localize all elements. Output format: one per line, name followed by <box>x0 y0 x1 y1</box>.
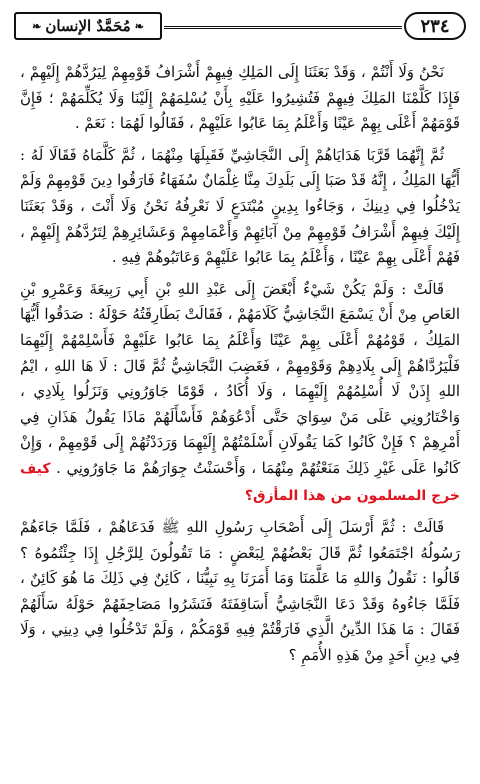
page-number: ٢٣٤ <box>404 12 466 40</box>
page-header <box>14 10 466 44</box>
paragraph-1: نَحْنُ وَلَا أَنْتُمْ ، وَقَدْ بَعَثَنَا إِلَى المَلِكِ فِيهِمْ أَشْرَافُ قَوْمِهِمْ لِيَرُدَّهُمْ إِلَيْهِمْ ، فَإِذَا كَلَّمْنَا المَلِكَ فِيهِمْ فَتُشِيرُوا عَلَيْهِ بِأَنْ يُسْلِمَهُمْ إِلَيْنَا وَلَا يُكَلِّمَهُمْ ؛ فَإِنَّ قَوْمَهُمْ أَعْلَى بِهِمْ عَيْنًا وَأَعْلَمُ بِمَا عَابُوا عَلَيْهِمْ ، فَقَالُوا لَهُمَا : نَعَمْ . <box>20 64 460 133</box>
paragraph-3 <box>20 277 460 509</box>
page-body <box>20 60 460 770</box>
paragraph-4: قَالَتْ : ثُمَّ أَرْسَلَ إِلَى أَصْحَابِ رَسُولِ اللهِ ﷺ فَدَعَاهُمْ ، فَلَمَّا جَاءَهُمْ رَسُولُهُ اجْتَمَعُوا ثُمَّ قَالَ بَعْضُهُمْ لِبَعْضٍ : مَا تَقُولُونَ لِلرَّجُلِ إِذَا جِئْتُمُوهُ ؟ قَالُوا : نَقُولُ وَاللهِ مَا عَلَّمَنَا وَمَا أَمَرَنَا بِهِ نَبِيُّنَا ، كَائِنٌ فِي ذَلِكَ مَا هُوَ كَائِنٌ ، فَلَمَّا جَاءُوهُ وَقَدْ دَعَا النَّجَاشِيُّ أَسَاقِفَتَهُ فَنَشَرُوا مَصَاحِفَهُمْ حَوْلَهُ سَأَلَهُمْ فَقَالَ : مَا هَذَا الدِّينُ الَّذِي فَارَقْتُمْ فِيهِ قَوْمَكُمْ ، وَلَمْ تَدْخُلُوا فِي دِينِي ، وَلَا فِي دِينِ أَحَدٍ مِنْ هَذِهِ الأُمَمِ ؟ <box>20 519 460 665</box>
book-title: ❧ مُحَمَّدٌ الإنسان ❧ <box>14 12 162 40</box>
header-rule <box>164 26 402 29</box>
paragraph-2: ثُمَّ إِنَّهُمَا قَرَّبَا هَدَايَاهُمْ إِلَى النَّجَاشِيِّ فَقَبِلَهَا مِنْهُمَا ، ثُمَّ كَلَّمَاهُ فَقَالَا لَهُ : أَيُّهَا المَلِكُ ، إِنَّهُ قَدْ صَبَا إِلَى بَلَدِكَ مِنَّا غِلْمَانٌ سُفَهَاءُ فَارَقُوا دِينَ قَوْمِهِمْ وَلَمْ يَدْخُلُوا فِي دِينِكَ ، وَجَاءُوا بِدِينٍ مُبْتَدَعٍ لَا نَعْرِفُهُ نَحْنُ وَلَا أَنْتَ ، وَقَدْ بَعَثَنَا إِلَيْكَ فِيهِمْ أَشْرَافُ قَوْمِهِمْ مِنْ آبَائِهِمْ وَأَعْمَامِهِمْ وَعَشَائِرِهِمْ لِتَرُدَّهُمْ إِلَيْهِمْ ، فَهُمْ أَعْلَى بِهِمْ عَيْنًا ، وَأَعْلَمُ بِمَا عَابُوا عَلَيْهِمْ وَعَاتَبُوهُمْ فِيهِ . <box>20 146 460 267</box>
red-annotation: كيف خرج المسلمون من هذا المأزق؟ <box>20 460 460 504</box>
paragraph-3-text: قَالَتْ : وَلَمْ يَكُنْ شَيْءٌ أَبْغَضَ إِلَى عَبْدِ اللهِ بْنِ أَبِي رَبِيعَةَ وَعَمْرِو بْنِ العَاصِ مِنْ أَنْ يَسْمَعَ النَّجَاشِيُّ كَلَامَهُمْ ، فَقَالَتْ بَطَارِقَتُهُ حَوْلَهُ : صَدَقُوا أَيُّهَا المَلِكُ ، قَوْمُهُمْ أَعْلَى بِهِمْ عَيْنًا وَأَعْلَمُ بِمَا عَابُوا عَلَيْهِمْ فَأَسْلِمْهُمْ إِلَيْهِمَا فَلْيَرُدَّاهُمْ إِلَى بِلَادِهِمْ وَقَوْمِهِمْ ، فَغَضِبَ النَّجَاشِيُّ ثُمَّ قَالَ : لَا هَا اللهِ ، ايْمُ اللهِ إِذَنْ لَا أُسْلِمُهُمْ إِلَيْهِمَا ، وَلَا أُكَادُ ، قَوْمًا جَاوَرُونِي وَنَزَلُوا بِلَادِي ، وَاخْتَارُونِي عَلَى مَنْ سِوَايَ حَتَّى أَدْعُوَهُمْ فَأَسْأَلَهُمْ مَاذَا يَقُولُ هَذَانِ فِي أَمْرِهِمْ ؟ فَإِنْ كَانُوا كَمَا يَقُولَانِ أَسْلَمْتُهُمْ إِلَيْهِمَا وَرَدَدْتُهُمْ إِلَى قَوْمِهِمْ ، وَإِنْ كَانُوا عَلَى غَيْرِ ذَلِكَ مَنَعْتُهُمْ مِنْهُمَا ، وَأَحْسَنْتُ جِوَارَهُمْ مَا جَاوَرُونِي . <box>20 280 460 477</box>
